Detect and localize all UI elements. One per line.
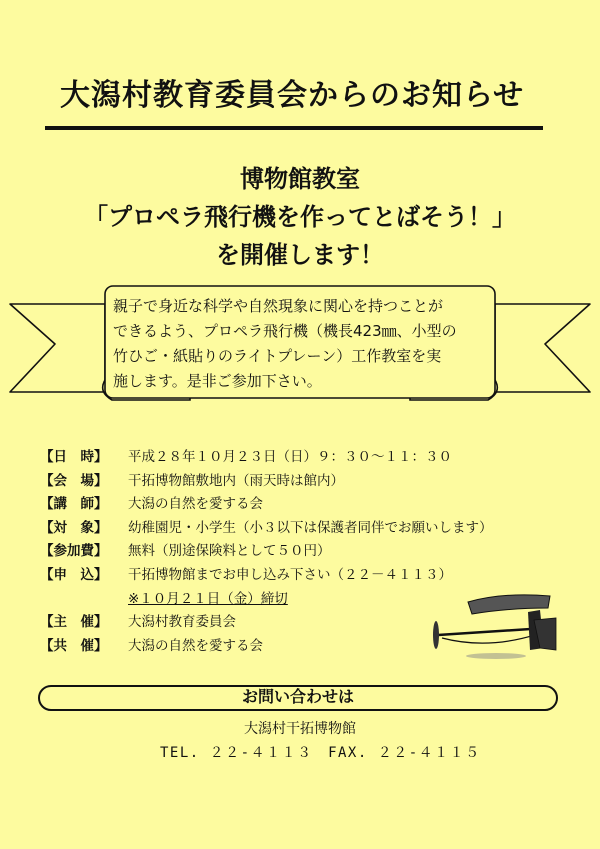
detail-label: 【参加費】 (40, 543, 108, 560)
event-line-3: を開催します！ (216, 241, 384, 269)
detail-label: 【会 場】 (40, 472, 108, 489)
detail-row-fee (40, 540, 560, 564)
contact-organization: 大潟村干拓博物館 (244, 721, 356, 737)
detail-label (40, 588, 128, 612)
event-heading (0, 160, 600, 274)
detail-value: 大潟の自然を愛する会 (128, 496, 263, 513)
detail-value: 干拓博物館敷地内（雨天時は館内） (128, 472, 344, 489)
detail-value: 幼稚園児・小学生（小３以下は保護者同伴でお願いします） (128, 519, 493, 536)
detail-label: 【共 催】 (40, 637, 108, 654)
detail-value: 大潟の自然を愛する会 (128, 637, 263, 654)
detail-row-date (40, 446, 560, 470)
event-line-1: 博物館教室 (240, 165, 360, 193)
event-line-2: 「プロペラ飛行機を作ってとばそう！」 (84, 203, 516, 231)
detail-row-target (40, 517, 560, 541)
banner-line: できるよう、プロペラ飛行機（機長423㎜、小型の (113, 322, 457, 340)
propeller-airplane-icon (428, 590, 558, 665)
detail-row-application (40, 564, 560, 588)
inquiry-heading: お問い合わせは (38, 685, 558, 711)
detail-label: 【申 込】 (40, 566, 108, 583)
detail-value: 干拓博物館までお申し込み下さい（２２－４１１３） (128, 566, 452, 583)
page-title: 大潟村教育委員会からのお知らせ (60, 78, 525, 113)
detail-row-instructor (40, 493, 560, 517)
banner-description (113, 294, 498, 394)
detail-value: 無料（別途保険料として５０円） (128, 543, 331, 560)
detail-label: 【主 催】 (40, 614, 108, 631)
banner-line: 施します。是非ご参加下さい。 (113, 372, 322, 390)
detail-label: 【日 時】 (40, 449, 108, 465)
detail-value: 大潟村教育委員会 (128, 614, 236, 631)
detail-label: 【対 象】 (40, 519, 108, 536)
title-underline (45, 126, 543, 130)
banner-line: 親子で身近な科学や自然現象に関心を持つことが (113, 297, 444, 315)
deadline-note: ※１０月２１日（金）締切 (128, 590, 288, 607)
detail-label: 【講 師】 (40, 496, 108, 513)
detail-row-venue (40, 470, 560, 494)
contact-numbers: TEL. ２２-４１１３ FAX. ２２-４１１５ (160, 745, 481, 761)
detail-value: 平成２８年１０月２３日（日）９：３０～１１：３０ (128, 449, 452, 465)
banner-line: 竹ひご・紙貼りのライトプレーン）工作教室を実 (113, 347, 442, 365)
